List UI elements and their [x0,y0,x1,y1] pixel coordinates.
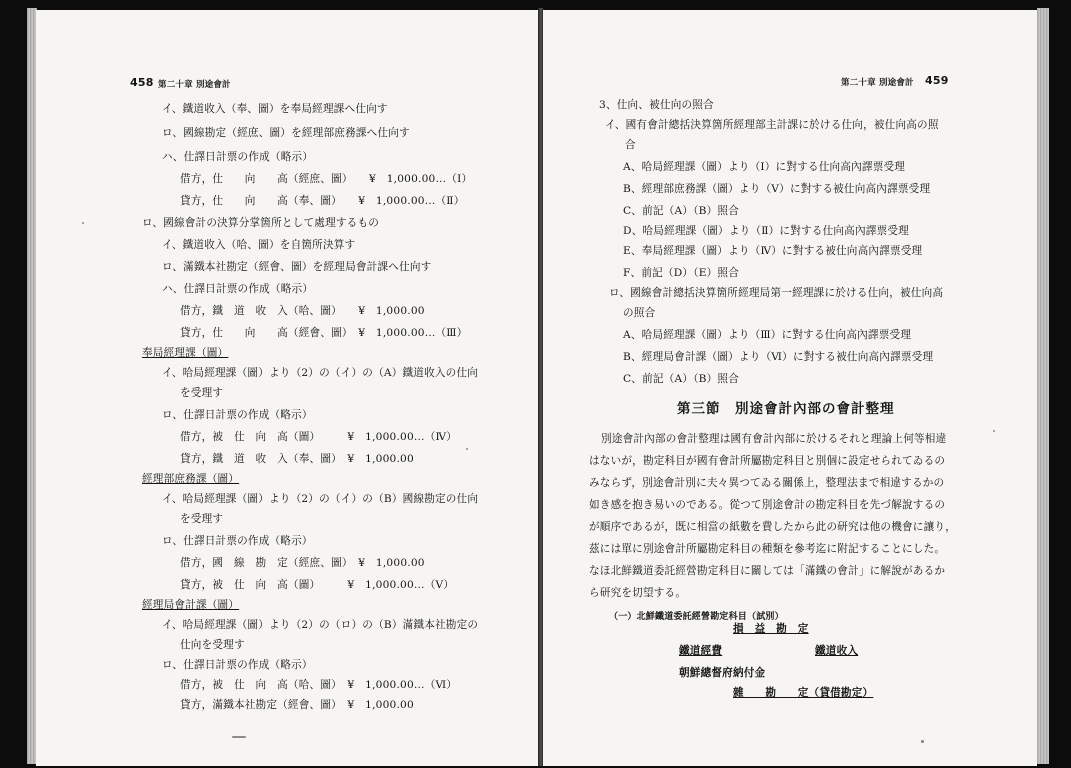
right-page [543,10,1037,766]
account-credit: 鐵道收入 [815,645,859,657]
account-item: 朝鮮總督府納付金 [679,667,766,679]
journal-entry: 借方，國 線 勘 定（經庶、圖） ¥ 1,000.00 [180,557,425,569]
scan-speck [232,736,246,738]
text-line: の照合 [623,307,656,319]
running-header: 第二十章 別途會計 [841,78,914,88]
paragraph-line: なほ北鮮鐵道委託經營勘定科目に關しては「滿鐵の會計」に解說があるか [589,565,946,577]
page-number: 459 [925,74,949,87]
text-line: A、哈局經理課（圖）より（Ⅲ）に對する仕向高內譯票受理 [623,329,912,341]
text-line: A、哈局經理課（圖）より（Ⅰ）に對する仕向高內譯票受理 [623,161,906,173]
text-line: F、前記（D）（E）照合 [623,267,740,279]
paragraph-line: はないが，勘定科目が國有會計所屬勘定科目と別個に設定せられてゐるの [589,455,946,467]
journal-entry: 貸方，滿鐵本社勘定（經會、圖） ¥ 1,000.00 [180,699,414,711]
text-line: 仕向を受理す [180,639,245,651]
paragraph-line: みならず，別途會計別に夫々異つてゐる關係上，整理法まで相違するかの [589,477,945,489]
text-line: イ、鐵道收入（奉、圖）を奉局經理課へ仕向す [162,103,388,115]
text-line: を受理す [180,513,224,525]
journal-entry: 借方，鐵 道 收 入（哈、圖） ¥ 1,000.00 [180,305,425,317]
paragraph-line: が順序であるが，既に相當の紙數を費したから此の研究は他の機會に讓り， [589,521,956,533]
scan-speck [921,740,924,743]
text-line: C、前記（A）（B）照合 [623,373,739,385]
paragraph-line: ら研究を切望する。 [589,587,687,599]
text-line: ロ、仕譯日計票の作成（略示） [162,535,313,547]
text-line: D、哈局經理課（圖）より（Ⅱ）に對する仕向高內譯票受理 [623,225,909,237]
journal-entry: 貸方，被 仕 向 高（圖） ¥ 1,000.00…（Ⅴ） [180,579,455,591]
section-label: 經理部庶務課（圖） [142,473,240,485]
text-line: ロ、滿鐵本社勘定（經會、圖）を經理局會計課へ仕向す [162,261,432,273]
text-line: ロ、仕譯日計票の作成（略示） [162,409,313,421]
text-line: 3、仕向、被仕向の照合 [599,99,714,111]
journal-entry: 貸方，仕 向 高（奉、圖） ¥ 1,000.00…（Ⅱ） [180,195,465,207]
text-line: ハ、仕譯日計票の作成（略示） [162,283,314,295]
journal-entry: 借方，仕 向 高（經庶、圖） ¥ 1,000.00…（Ⅰ） [180,173,473,185]
text-line: ロ、國線會計の決算分掌箇所として處理するもの [142,217,380,229]
text-line: イ、哈局經理課（圖）より（2）の（イ）の（B）國線勘定の仕向 [162,493,479,505]
paragraph-line: 茲には單に別途會計所屬勘定科目の種類を參考迄に附記することにした。 [589,543,946,555]
account-debit: 鐵道經費 [679,645,723,657]
journal-entry: 貸方，鐵 道 收 入（奉、圖） ¥ 1,000.00 [180,453,414,465]
text-line: B、經理部庶務課（圖）より（Ⅴ）に對する被仕向高內譯票受理 [623,183,931,195]
text-line: B、經理局會計課（圖）より（Ⅵ）に對する被仕向高內譯票受理 [623,351,934,363]
text-line: ロ、仕譯日計票の作成（略示） [162,659,313,671]
page-number: 458 [130,76,154,89]
scan-speck [82,222,84,224]
section-title: 第三節 別途會計內部の會計整理 [677,401,895,417]
text-line: E、奉局經理課（圖）より（Ⅳ）に對する被仕向高內譯票受理 [623,245,923,257]
account-footer: 雜 勘 定（貸借勘定） [733,687,874,699]
section-label: 奉局經理課（圖） [142,347,229,359]
text-line: 合 [625,139,636,151]
scan-speck [993,430,995,432]
text-line: イ、鐵道收入（哈、圖）を自箇所決算す [162,239,356,251]
book-page-edge-right [1037,8,1049,764]
scan-speck [466,448,468,450]
text-line: イ、國有會計總括決算箇所經理部主計課に於ける仕向，被仕向高の照 [605,119,939,131]
text-line: ハ、仕譯日計票の作成（略示） [162,151,314,163]
running-header: 第二十章 別途會計 [158,80,231,90]
paragraph-line: 別途會計內部の會計整理は國有會計內部に於けるそれと理論上何等相違 [601,433,947,445]
journal-entry: 借方，被 仕 向 高（哈、圖） ¥ 1,000.00…（Ⅵ） [180,679,458,691]
journal-entry: 貸方，仕 向 高（經會、圖） ¥ 1,000.00…（Ⅲ） [180,327,468,339]
left-page [36,10,540,766]
subheading: （一）北鮮鐵道委託經營勘定科目（試別） [609,612,784,622]
journal-entry: 借方，被 仕 向 高（圖） ¥ 1,000.00…（Ⅳ） [180,431,458,443]
text-line: ロ、國線會計總括決算箇所經理局第一經理課に於ける仕向，被仕向高 [609,287,944,299]
account-heading: 損 益 勘 定 [733,623,809,635]
section-label: 經理局會計課（圖） [142,599,240,611]
text-line: イ、哈局經理課（圖）より（2）の（ロ）の（B）滿鐵本社勘定の [162,619,479,631]
text-line: ロ、國線勘定（經庶、圖）を經理部庶務課へ仕向す [162,127,410,139]
paragraph-line: 如き感を抱き易いのである。從つて別途會計の勘定科目を先づ解說するの [589,499,946,511]
text-line: C、前記（A）（B）照合 [623,205,739,217]
text-line: を受理す [180,387,224,399]
text-line: イ、哈局經理課（圖）より（2）の（イ）の（A）鐵道收入の仕向 [162,367,479,379]
